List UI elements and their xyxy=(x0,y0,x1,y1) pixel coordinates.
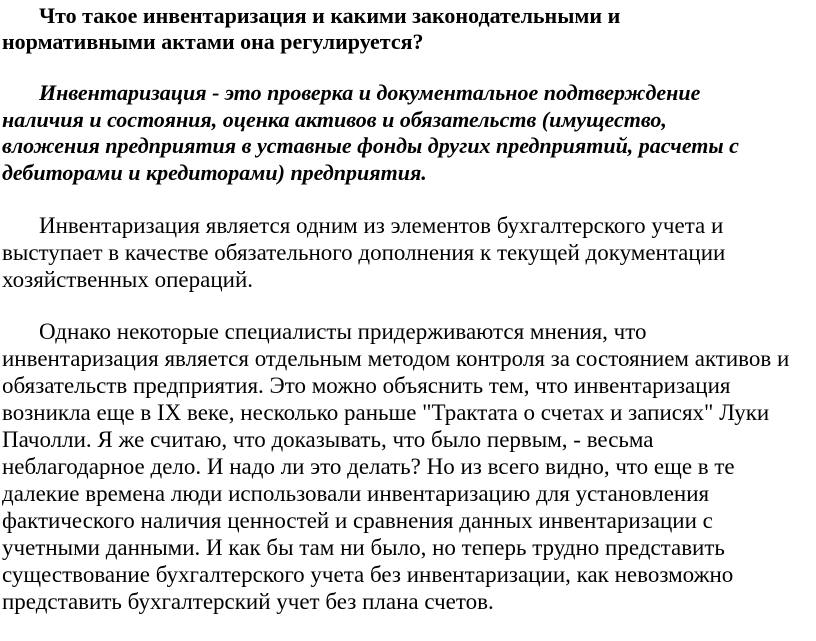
paragraph-line: далекие времена люди использовали инвентаризацию для установления xyxy=(2,481,710,506)
definition-line: дебиторами и кредиторами) предприятия. xyxy=(2,159,427,185)
definition-line: вложения предприятия в уставные фонды других предприятий, расчеты с xyxy=(2,133,739,158)
definition-line: наличия и состояния, оценка активов и обязательств (имущество, xyxy=(2,106,667,132)
paragraph-line: фактического наличия ценностей и сравнения данных инвентаризации с xyxy=(2,508,713,533)
paragraph-line: возникла еще в IX веке, несколько раньше "Трактата о счетах и записях" Луки xyxy=(2,400,770,425)
paragraph-line: обязательств предприятия. Это можно объяснить тем, что инвентаризация xyxy=(2,373,731,398)
body-paragraph-2 xyxy=(2,318,814,615)
definition-paragraph xyxy=(2,80,814,186)
paragraph-line: неблагодарное дело. И надо ли это делать? Но из всего видно, что еще в те xyxy=(2,454,735,479)
paragraph-line: учетными данными. И как бы там ни было, но теперь трудно представить xyxy=(2,535,725,560)
paragraph-line: хозяйственных операций. xyxy=(2,267,254,292)
paragraph-line: выступает в качестве обязательного дополнения к текущей документации xyxy=(2,240,726,265)
heading-line: нормативными актами она регулируется? xyxy=(2,29,424,54)
paragraph-line: инвентаризация является отдельным методом контроля за состоянием активов и xyxy=(2,346,790,371)
paragraph-line: Инвентаризация является одним из элементов бухгалтерского учета и xyxy=(39,213,724,238)
paragraph-line: представить бухгалтерский учет без плана счетов. xyxy=(2,589,494,614)
heading-line: Что такое инвентаризация и какими законодательными и xyxy=(39,3,621,28)
question-heading xyxy=(2,3,814,55)
body-paragraph-1 xyxy=(2,212,814,293)
definition-line: Инвентаризация - это проверка и документальное подтверждение xyxy=(39,80,701,105)
paragraph-line: существование бухгалтерского учета без инвентаризации, как невозможно xyxy=(2,562,734,587)
paragraph-line: Пачолли. Я же считаю, что доказывать, что было первым, - весьма xyxy=(2,427,654,452)
paragraph-line: Однако некоторые специалисты придерживаются мнения, что xyxy=(39,319,647,344)
